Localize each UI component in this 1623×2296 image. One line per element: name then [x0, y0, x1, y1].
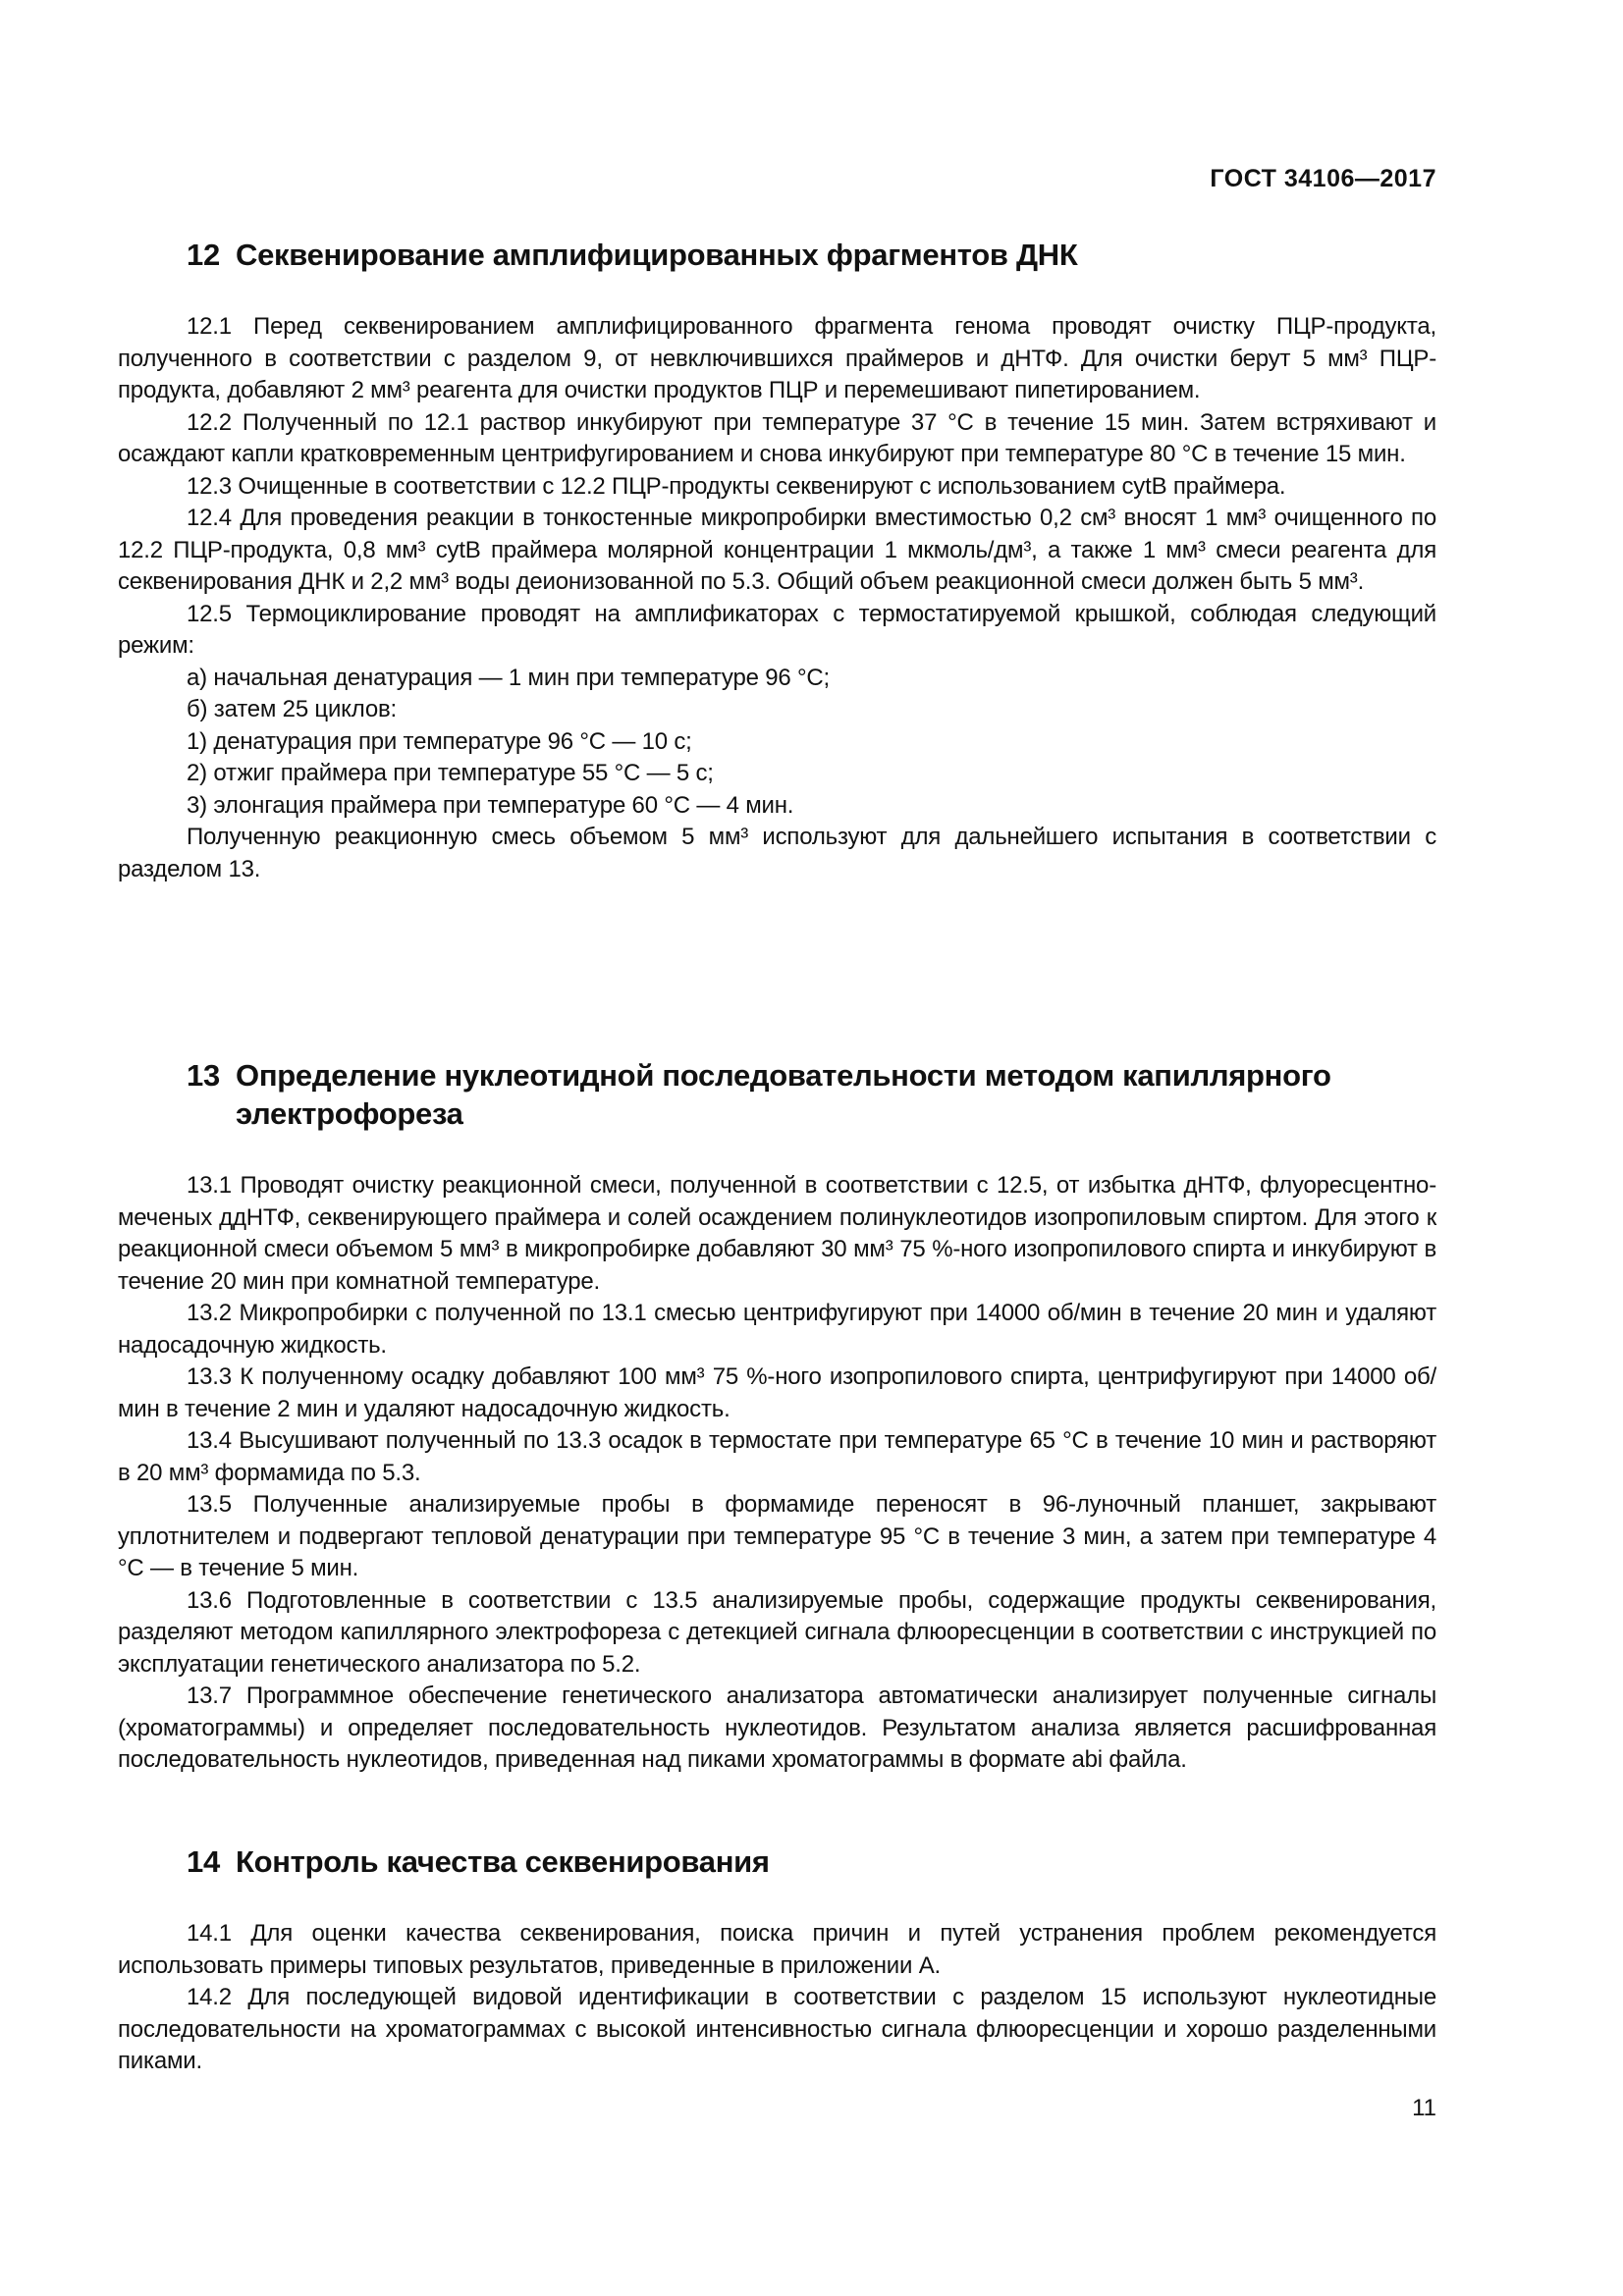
- section-title: Определение нуклеотидной последовательности методом капиллярного электрофореза: [236, 1058, 1331, 1131]
- section-14: [118, 1842, 1436, 2078]
- section-heading: [118, 1842, 1436, 1881]
- paragraph: 12.2 Полученный по 12.1 раствор инкубируют при температуре 37 °C в течение 15 мин. Затем встряхивают и осаждают капли кратковременным центрифугированием и снова инкубируют при температуре 80 °C в течение 15 мин.: [118, 408, 1436, 467]
- section-title: Контроль качества секвенирования: [236, 1844, 770, 1879]
- paragraph: 12.5 Термоциклирование проводят на амплификаторах с термостатируемой крышкой, соблюдая следующий режим:: [118, 600, 1436, 659]
- paragraph: Полученную реакционную смесь объемом 5 мм³ используют для дальнейшего испытания в соответствии с разделом 13.: [118, 824, 1436, 882]
- section-number: 14: [187, 1844, 220, 1879]
- paragraph: 13.5 Полученные анализируемые пробы в формамиде переносят в 96-луночный планшет, закрывают уплотнителем и подвергают тепловой денатурации при температуре 95 °C в течение 3 мин, а затем при температуре 4 °C — в течение 5 мин.: [118, 1491, 1436, 1581]
- paragraph: 14.2 Для последующей видовой идентификации в соответствии с разделом 15 используют нуклеотидные последовательности на хроматограммах с высокой интенсивностью сигнала флюоресценции и хорошо разделенными пиками.: [118, 1984, 1436, 2074]
- section-heading: [118, 236, 1436, 274]
- section-body: [118, 1918, 1436, 2078]
- paragraph: 1) денатурация при температуре 96 °C — 10 с;: [187, 727, 692, 755]
- paragraph: 12.4 Для проведения реакции в тонкостенные микропробирки вместимостью 0,2 см³ вносят 1 мм³ очищенного по 12.2 ПЦР-продукта, 0,8 мм³ cytB праймера молярной концентрации 1 мкмоль/дм³, а также 1 мм³ смеси реагента для секвенирования ДНК и 2,2 мм³ воды деионизованной по 5.3. Общий объем реакционной смеси должен быть 5 мм³.: [118, 505, 1436, 595]
- paragraph: 12.1 Перед секвенированием амплифицированного фрагмента генома проводят очистку ПЦР-продукта, полученного в соответствии с разделом 9, от невключившихся праймеров и дНТФ. Для очистки берут 5 мм³ ПЦР-продукта, добавляют 2 мм³ реагента для очистки продуктов ПЦР и перемешивают пипетированием.: [118, 313, 1436, 403]
- paragraph: 12.3 Очищенные в соответствии с 12.2 ПЦР-продукты секвенируют с использованием cytB праймера.: [187, 472, 1286, 500]
- paragraph: 13.1 Проводят очистку реакционной смеси, полученной в соответствии с 12.5, от избытка дНТФ, флуоресцентно-меченых ддНТФ, секвенирующего праймера и солей осаждением полинуклеотидов изопропиловым спиртом. Для этого к реакционной смеси объемом 5 мм³ в микропробирке добавляют 30 мм³ 75 %-ного изопропилового спирта и инкубируют в течение 20 мин при комнатной температуре.: [118, 1172, 1436, 1295]
- paragraph: 13.4 Высушивают полученный по 13.3 осадок в термостате при температуре 65 °C в течение 10 мин и растворяют в 20 мм³ формамида по 5.3.: [118, 1427, 1436, 1486]
- paragraph: 2) отжиг праймера при температуре 55 °C — 5 с;: [187, 760, 714, 786]
- section-13: [118, 1056, 1436, 1777]
- section-number: 12: [187, 238, 220, 272]
- paragraph: а) начальная денатурация — 1 мин при температуре 96 °C;: [187, 664, 830, 691]
- section-body: [118, 1170, 1436, 1777]
- paragraph: б) затем 25 циклов:: [187, 696, 397, 722]
- paragraph: 3) элонгация праймера при температуре 60 °C — 4 мин.: [187, 791, 794, 819]
- section-title: Секвенирование амплифицированных фрагментов ДНК: [236, 238, 1078, 272]
- paragraph: 13.7 Программное обеспечение генетического анализатора автоматически анализирует полученные сигналы (хроматограммы) и определяет последовательность нуклеотидов. Результатом анализа является расшифрованная последовательность нуклеотидов, приведенная над пиками хроматограммы в формате abi файла.: [118, 1682, 1436, 1773]
- page-number: 11: [1412, 2095, 1436, 2121]
- section-number: 13: [187, 1058, 220, 1093]
- document-header: ГОСТ 34106—2017: [1210, 165, 1436, 192]
- paragraph: 14.1 Для оценки качества секвенирования, поиска причин и путей устранения проблем рекомендуется использовать примеры типовых результатов, приведенные в приложении А.: [118, 1920, 1436, 1979]
- section-12: [118, 236, 1436, 885]
- section-body: [118, 311, 1436, 885]
- paragraph: 13.6 Подготовленные в соответствии с 13.5 анализируемые пробы, содержащие продукты секвенирования, разделяют методом капиллярного электрофореза с детекцией сигнала флюоресценции в соответствии с инструкцией по эксплуатации генетического анализатора по 5.2.: [118, 1586, 1436, 1678]
- paragraph: 13.2 Микропробирки с полученной по 13.1 смесью центрифугируют при 14000 об/мин в течение 20 мин и удаляют надосадочную жидкость.: [118, 1300, 1436, 1359]
- section-heading: [118, 1056, 1436, 1133]
- paragraph: 13.3 К полученному осадку добавляют 100 мм³ 75 %-ного изопропилового спирта, центрифугируют при 14000 об/мин в течение 2 мин и удаляют надосадочную жидкость.: [118, 1363, 1436, 1422]
